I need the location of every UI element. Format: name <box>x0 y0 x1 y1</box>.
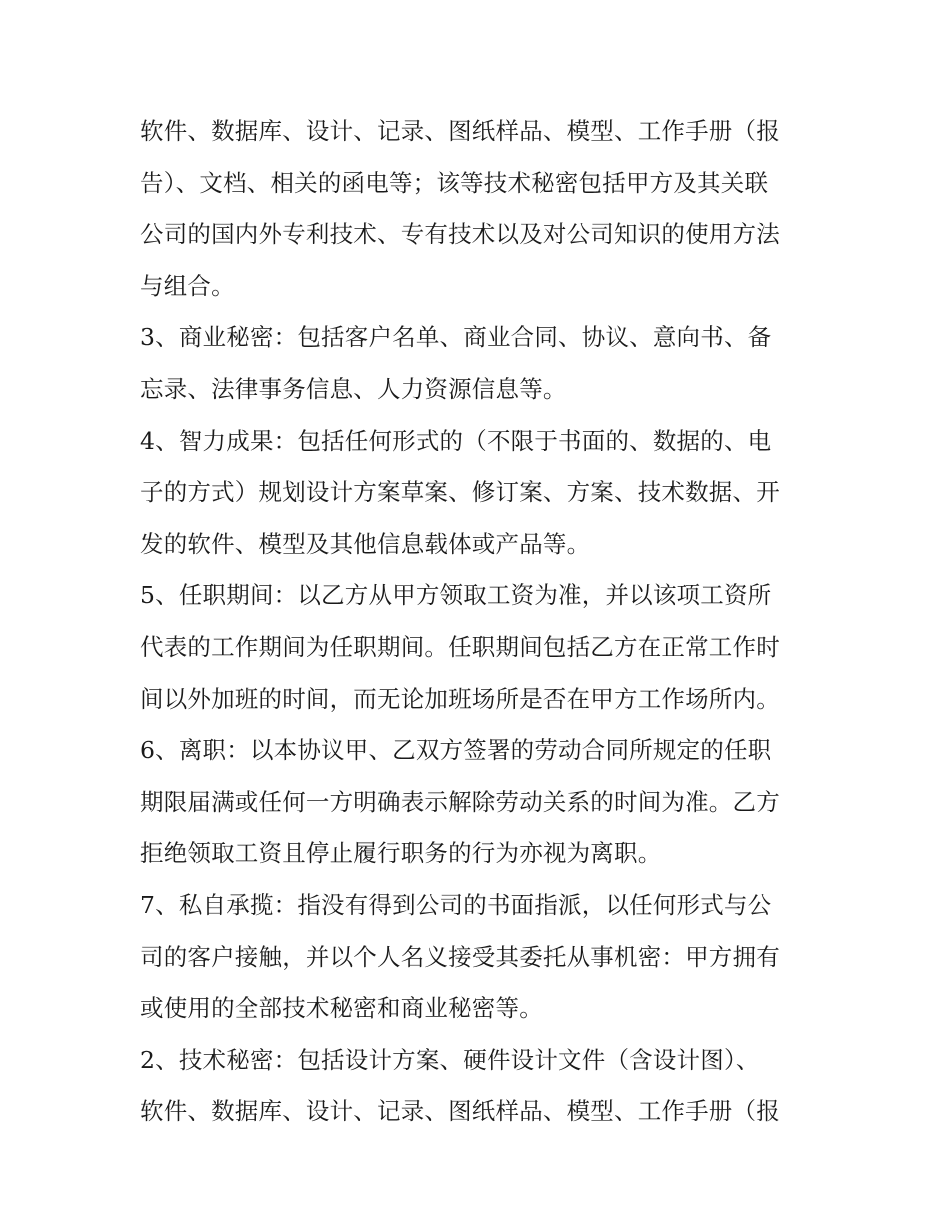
text-line: 发的软件、模型及其他信息载体或产品等。 <box>140 529 591 558</box>
text-line: 5、任职期间：以乙方从甲方领取工资为准，并以该项工资所 <box>140 581 772 610</box>
text-line: 代表的工作期间为任职期间。任职期间包括乙方在正常工作时 <box>140 632 780 661</box>
text-line: 告）、文档、相关的函电等；该等技术秘密包括甲方及其关联 <box>140 168 769 197</box>
text-line: 期限届满或任何一方明确表示解除劳动关系的时间为准。乙方 <box>140 787 780 816</box>
text-line: 或使用的全部技术秘密和商业秘密等。 <box>140 994 543 1023</box>
document-body <box>140 106 812 1138</box>
text-line: 7、私自承揽：指没有得到公司的书面指派，以任何形式与公 <box>140 890 772 919</box>
text-line: 公司的国内外专利技术、专有技术以及对公司知识的使用方法 <box>140 220 780 249</box>
text-line: 软件、数据库、设计、记录、图纸样品、模型、工作手册（报 <box>140 1097 780 1126</box>
text-line: 2、技术秘密：包括设计方案、硬件设计文件（含设计图）、 <box>140 1045 760 1074</box>
text-line: 3、商业秘密：包括客户名单、商业合同、协议、意向书、备 <box>140 323 772 352</box>
text-line: 与组合。 <box>140 271 235 300</box>
text-line: 软件、数据库、设计、记录、图纸样品、模型、工作手册（报 <box>140 117 780 145</box>
text-line: 司的客户接触，并以个人名义接受其委托从事机密：甲方拥有 <box>140 942 780 971</box>
text-line: 6、离职：以本协议甲、乙双方签署的劳动合同所规定的任职 <box>140 736 772 765</box>
text-line: 忘录、法律事务信息、人力资源信息等。 <box>140 374 567 403</box>
text-line: 间以外加班的时间，而无论加班场所是否在甲方工作场所内。 <box>140 684 780 713</box>
text-line: 4、智力成果：包括任何形式的（不限于书面的、数据的、电 <box>140 426 772 455</box>
text-line: 拒绝领取工资且停止履行职务的行为亦视为离职。 <box>140 839 662 868</box>
text-line: 子的方式）规划设计方案草案、修订案、方案、技术数据、开 <box>140 478 780 507</box>
